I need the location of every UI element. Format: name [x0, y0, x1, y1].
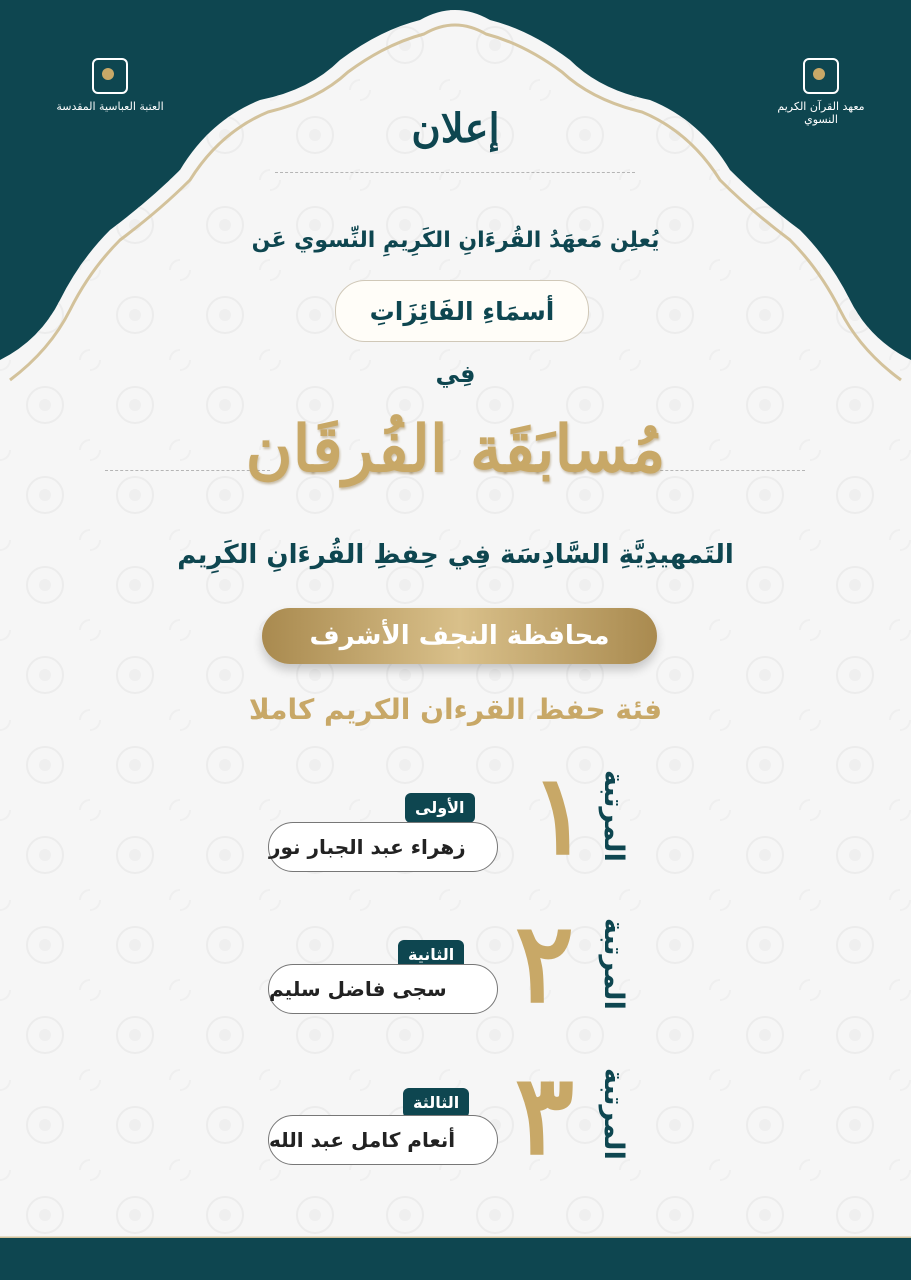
category-label: فئة حفظ القرءان الكريم كاملا	[248, 693, 663, 726]
contest-title: مُسابَقَة الفُرقَان	[245, 412, 666, 487]
shrine-logo-name: العتبة العباسية المقدسة	[56, 100, 164, 113]
contest-subtitle: التَمهيدِيَّةِ السَّادِسَة فِي حِفظِ القُرءَانِ الكَرِيم	[177, 540, 734, 570]
winner-name-2: سجى فاضل سليم	[268, 964, 498, 1014]
announcement-title: إعلان	[411, 105, 500, 152]
rank-word-1: المرتبة	[598, 770, 629, 862]
intro-text: يُعلِن مَعهَدُ القُرءَانِ الكَرِيمِ النِّسوي عَن	[251, 228, 660, 253]
winner-name-1: زهراء عبد الجبار نور	[268, 822, 498, 872]
bottom-bar	[0, 1238, 911, 1280]
divider-top	[275, 172, 635, 173]
place-tag-2: الثانية	[398, 940, 464, 970]
place-tag-3: الثالثة	[403, 1088, 469, 1118]
place-tag-1: الأولى	[405, 793, 475, 823]
in-word: فِي	[435, 360, 476, 388]
winner-name-3: أنعام كامل عبد الله	[268, 1115, 498, 1165]
rank-number-2: ٢	[515, 898, 575, 1027]
province-badge: محافظة النجف الأشرف	[262, 608, 657, 664]
shrine-emblem-icon	[92, 58, 128, 94]
rank-number-1: ١	[530, 750, 590, 879]
rank-number-3: ٣	[515, 1050, 575, 1179]
rank-word-2: المرتبة	[598, 918, 629, 1010]
institute-logo-name: معهد القرآن الكريم النسوي	[777, 100, 865, 126]
winners-label: أسمَاءِ الفَائِزَاتِ	[335, 280, 589, 342]
rank-word-3: المرتبة	[598, 1068, 629, 1160]
institute-emblem-icon	[803, 58, 839, 94]
